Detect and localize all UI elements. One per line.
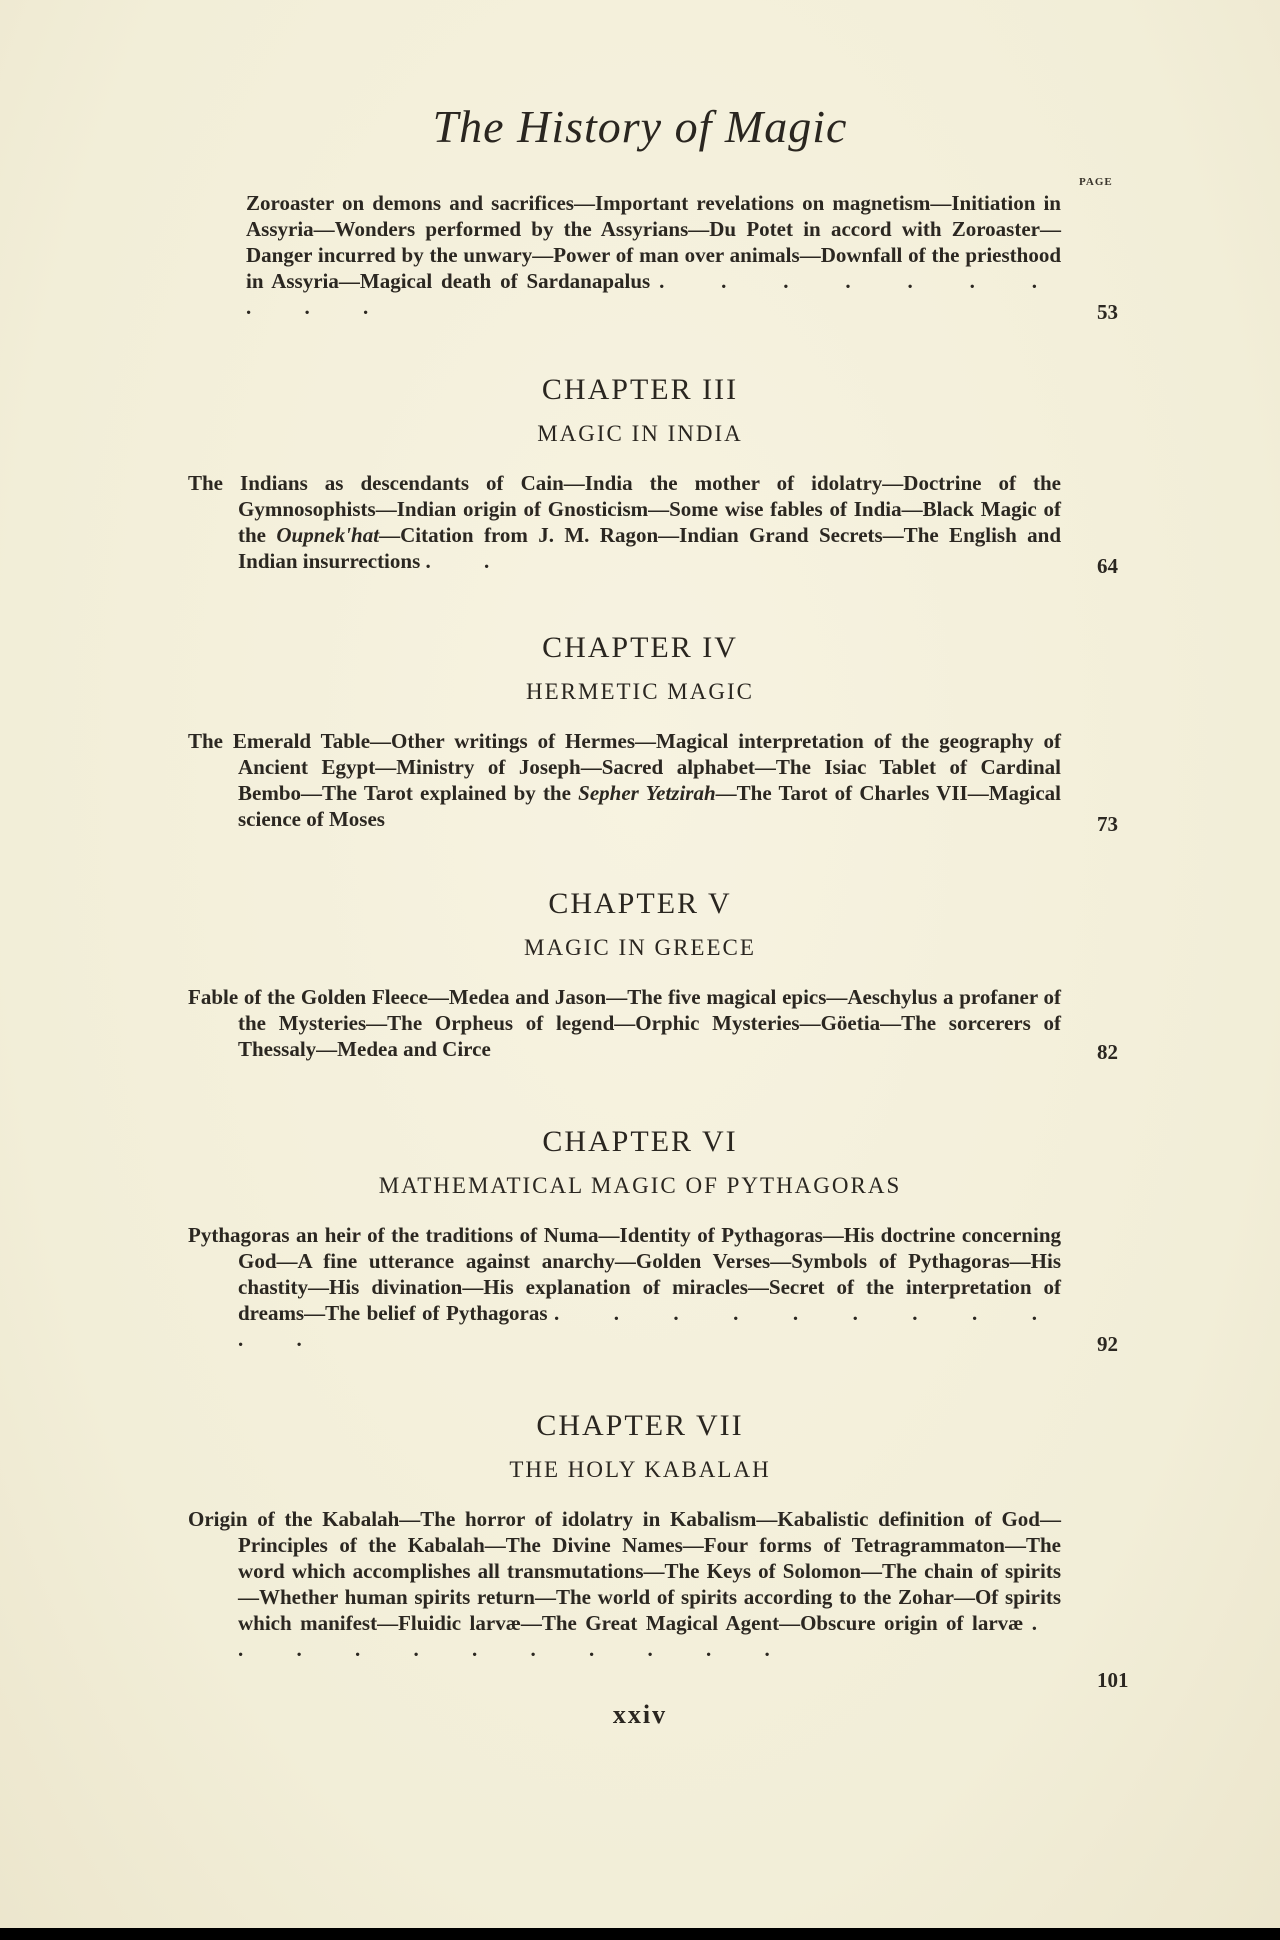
entry-text: The Indians as descendants of Cain—India the mother of idolatry—Doctrine of the Gymnosophists—Indian origin of Gnosticism—Some wise fables of India—Black Magic of the Oupnek'hat—Citation from J. M. Ragon—Indian Grand Secrets—The English and Indian insurrections . .: [188, 471, 1061, 573]
running-title: The History of Magic: [432, 101, 848, 152]
chapter-section: [0, 884, 1280, 1062]
chapter-heading: CHAPTER III: [541, 373, 739, 406]
chapter-section: [0, 628, 1280, 836]
page-number: 82: [1097, 1040, 1118, 1064]
continuation-section: [0, 190, 1280, 324]
toc-entry: [188, 1222, 1061, 1352]
dot-leader: . .: [425, 549, 514, 573]
page-number: 92: [1097, 1332, 1118, 1356]
toc-entry-continuation: [246, 190, 1061, 320]
chapter-heading: CHAPTER VI: [542, 1125, 738, 1158]
dot-leader: . . . . . . . . . .: [246, 269, 1062, 319]
dot-leader: . . . . . . . . . . .: [238, 1301, 1062, 1351]
page-number: 53: [1097, 300, 1118, 324]
chapter-subtitle: MAGIC IN GREECE: [524, 935, 756, 960]
page-column-label: PAGE: [1079, 176, 1113, 188]
toc-entry: [188, 470, 1061, 574]
page-number: 73: [1097, 812, 1118, 836]
chapter-section: [0, 1406, 1280, 1692]
chapter-subtitle: HERMETIC MAGIC: [526, 679, 754, 704]
chapter-subtitle: MATHEMATICAL MAGIC OF PYTHAGORAS: [378, 1173, 902, 1198]
chapter-heading: CHAPTER V: [548, 887, 732, 920]
folio-page-number: xxiv: [612, 1700, 668, 1729]
page-number: 101: [1097, 1668, 1129, 1692]
entry-text: Pythagoras an heir of the traditions of Numa—Identity of Pythagoras—His doctrine concerning God—A fine utterance against anarchy—Golden Verses—Symbols of Pythagoras—His chastity—His divination—His explanation of miracles—Secret of the interpretation of dreams—The belief of Pythagoras . . . . . . . . . . .: [188, 1223, 1062, 1351]
entry-text: The Emerald Table—Other writings of Hermes—Magical interpretation of the geography of Ancient Egypt—Ministry of Joseph—Sacred alphabet—The Isiac Tablet of Cardinal Bembo—The Tarot explained by the Sepher Yetzirah—The Tarot of Charles VII—Magical science of Moses: [188, 729, 1062, 831]
dot-leader: . . . . . . . . . . .: [238, 1611, 1061, 1661]
chapter-heading: CHAPTER IV: [542, 631, 738, 664]
entry-text: Origin of the Kabalah—The horror of idolatry in Kabalism—Kabalistic definition of God—Principles of the Kabalah—The Divine Names—Four forms of Tetragrammaton—The word which accomplishes all transmutations—The Keys of Solomon—The chain of spirits—Whether human spirits return—The world of spirits according to the Zohar—Of spirits which manifest—Fluidic larvæ—The Great Magical Agent—Obscure origin of larvæ . . . . . . . . . . .: [188, 1507, 1061, 1661]
chapter-subtitle: THE HOLY KABALAH: [509, 1457, 771, 1482]
toc-entry: [188, 984, 1061, 1062]
toc-entry: [188, 728, 1061, 832]
italic-title: Sepher Yetzirah: [578, 781, 716, 805]
chapter-section: [0, 1122, 1280, 1356]
chapter-heading: CHAPTER VII: [536, 1409, 744, 1442]
chapter-section: [0, 370, 1280, 578]
entry-text: Zoroaster on demons and sacrifices—Important revelations on magnetism—Initiation in Assyria—Wonders performed by the Assyrians—Du Potet in accord with Zoroaster—Danger incurred by the unwary—Power of man over animals—Downfall of the priesthood in Assyria—Magical death of Sardanapalus . . . . . . . . . .: [246, 191, 1062, 319]
toc-entry: [188, 1506, 1061, 1662]
italic-title: Oupnek'hat: [276, 523, 380, 547]
chapter-subtitle: MAGIC IN INDIA: [537, 421, 743, 446]
page-number: 64: [1097, 554, 1118, 578]
scan-border: [0, 1928, 1280, 1940]
entry-text: Fable of the Golden Fleece—Medea and Jason—The five magical epics—Aeschylus a profaner of the Mysteries—The Orpheus of legend—Orphic Mysteries—Göetia—The sorcerers of Thessaly—Medea and Circe: [188, 985, 1061, 1061]
